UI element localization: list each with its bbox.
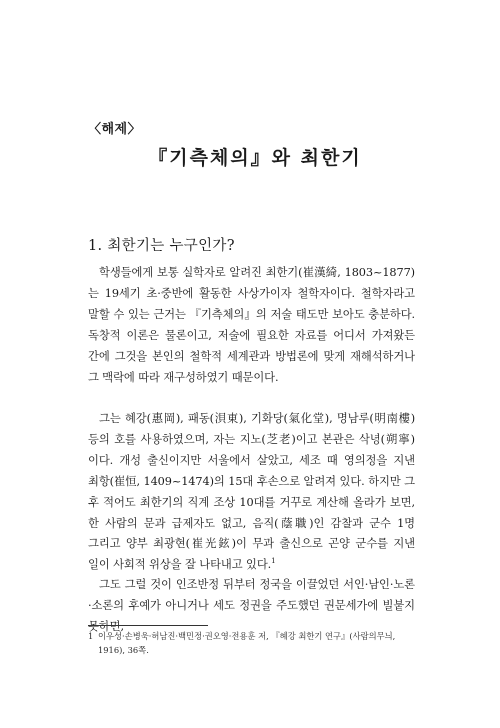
paragraph-2-text: 그는 혜강(惠岡), 패동(浿東), 기화당(氣化堂), 명남루(明南樓) 등의 호를 사용하였으며, 자는 지노(芝老)이고 본관은 삭녕(朔寧)이다. 개성 출신이지만 서울에서 살았고, 세조 때 영의정을 지낸 최항(崔恒, 1409~1474)의 15대 후손으로 알려져 있다. 하지만 그 후 적어도 최한기의 직계 조상 10대를 거꾸로 계산해 올라가 보면, 한 사람의 문과 급제자도 없고, 음직(蔭職)인 감찰과 군수 1명 그리고 양부 최광현(崔光鉉)이 무과 출신으로 곤양 군수를 지낸 일이 사회적 위상을 잘 나타내고 있다. bbox=[88, 412, 415, 572]
footnote-text: 이우성·손병욱·허남진·백민정·권오영·전용훈 저, 『혜강 최한기 연구』(사람의무늬, bbox=[98, 631, 396, 641]
footnote-line-1 bbox=[88, 630, 415, 644]
paragraph-1 bbox=[88, 263, 415, 388]
footnote-line-2: 1916), 36쪽. bbox=[98, 644, 149, 655]
paragraph-text bbox=[88, 409, 415, 576]
footnote-divider bbox=[88, 625, 208, 626]
section-label: 〈해제〉 bbox=[88, 122, 142, 137]
paragraph-3 bbox=[88, 575, 415, 638]
section-heading: 1. 최한기는 누구인가? bbox=[88, 238, 235, 254]
paragraph-text: 학생들에게 보통 실학자로 알려진 최한기(崔漢綺, 1803~1877)는 19세기 초·중반에 활동한 사상가이자 철학자이다. 철학자라고 말할 수 있는 근거는 『기측체의』의 저술 태도만 보아도 충분하다. 독창적 이론은 물론이고, 저술에 필요한 자료를 어디서 가져왔든 간에 그것을 본인의 철학적 세계관과 방법론에 맞게 재해석하거나 그 맥락에 따라 재구성하였기 때문이다. bbox=[88, 266, 415, 384]
footnote-number: 1 bbox=[88, 631, 94, 641]
paragraph-2 bbox=[88, 409, 415, 576]
footnote bbox=[88, 630, 415, 657]
page-title: 『기측체의』와 최한기 bbox=[148, 147, 362, 169]
paragraph-text: 그도 그럴 것이 인조반정 뒤부터 정국을 이끌었던 서인·남인·노론·소론의 후예가 아니거나 세도 정권을 주도했던 권문세가에 빌붙지 못하면, bbox=[88, 578, 415, 633]
footnote-reference: 1 bbox=[271, 557, 276, 566]
